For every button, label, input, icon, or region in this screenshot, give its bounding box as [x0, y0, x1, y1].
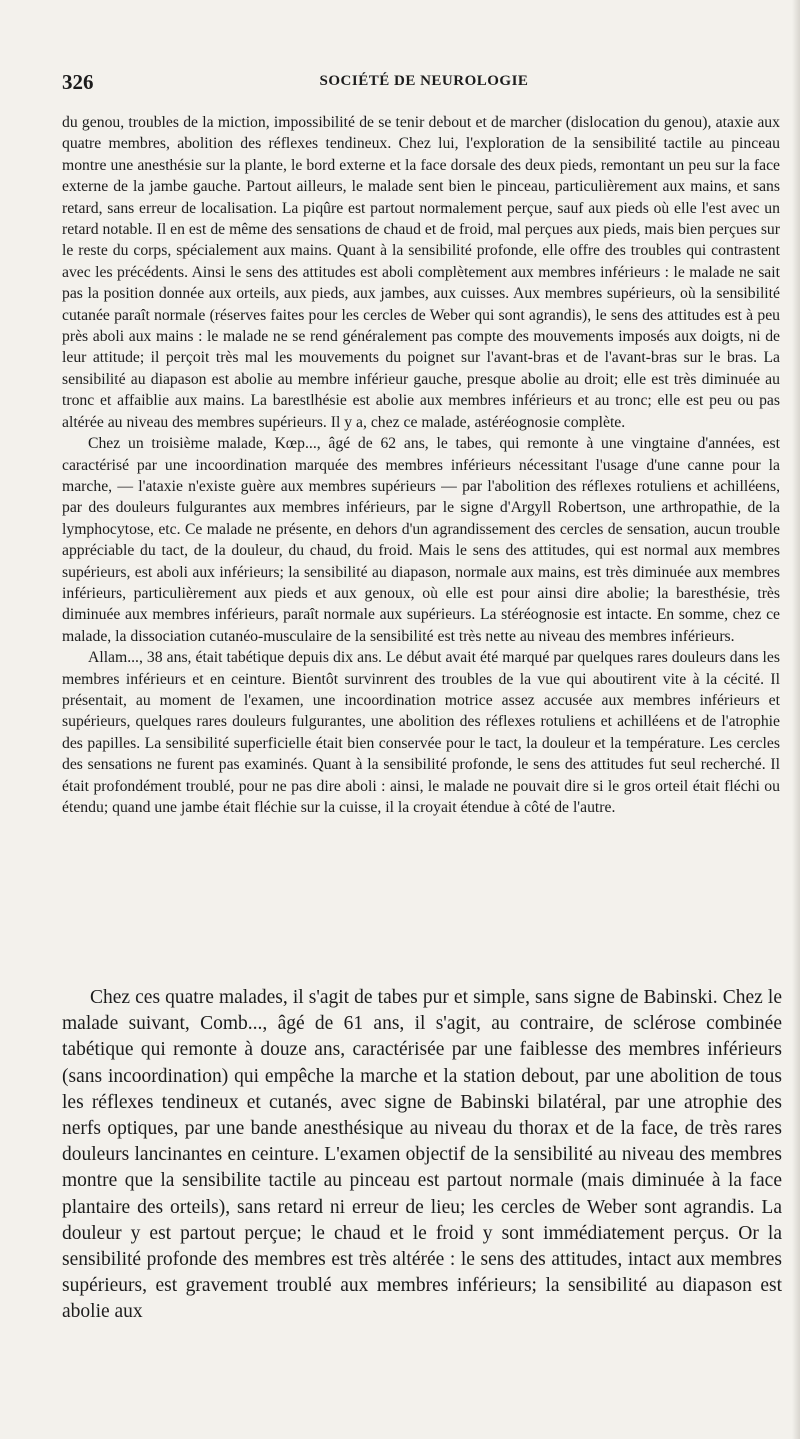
page-edge-shadow	[792, 0, 800, 1439]
case-reports-small-print	[62, 112, 780, 818]
page-number: 326	[62, 70, 94, 94]
discussion-body-text	[62, 985, 782, 1326]
running-title: SOCIÉTÉ DE NEUROLOGIE	[319, 73, 529, 89]
page-header	[62, 70, 786, 100]
paragraph-case-2-continued: du genou, troubles de la miction, impossibilité de se tenir debout et de marcher (dislocation du genou), ataxie aux quatre membres, abolition des réflexes tendineux. Chez lui, l'exploration de la sensibilité tactile au pinceau montre une anesthésie sur la plante, le bord externe et la face dorsale des deux pieds, remontant un peu sur la face externe de la jambe gauche. Partout ailleurs, le malade sent bien le pinceau, particulièrement aux mains, et sans retard, sans erreur de localisation. La piqûre est partout normalement perçue, sauf aux pieds où elle l'est avec un retard notable. Il en est de même des sensations de chaud et de froid, mal perçues aux pieds, mais bien perçues sur le reste du corps, spécialement aux mains. Quant à la sensibilité profonde, elle offre des troubles qui contrastent avec les précédents. Ainsi le sens des attitudes est aboli complètement aux membres inférieurs : le malade ne sait pas la position donnée aux orteils, aux pieds, aux jambes, aux cuisses. Aux membres supérieurs, où la sensibilité cutanée paraît normale (réserves faites pour les cercles de Weber qui sont agrandis), le sens des attitudes est à peu près aboli aux mains : le malade ne se rend généralement pas compte des mouvements imposés aux doigts, ni de leur attitude; il perçoit très mal les mouvements du poignet sur l'avant-bras et de l'avant-bras sur le bras. La sensibilité au diapason est abolie au membre inférieur gauche, presque abolie au droit; elle est très diminuée au tronc et affaiblie aux mains. La barestlhésie est abolie aux membres inférieurs et au tronc; elle est peu ou pas altérée au niveau des membres supérieurs. Il y a, chez ce malade, astéréognosie complète.	[62, 114, 780, 431]
paragraph-case-koep: Chez un troisième malade, Kœp..., âgé de 62 ans, le tabes, qui remonte à une vingtaine d'années, est caractérisé par une incoordination marquée des membres inférieurs nécessitant l'usage d'une canne pour la marche, — l'ataxie n'existe guère aux membres supérieurs — par l'abolition des réflexes rotuliens et achilléens, par des douleurs fulgurantes aux membres inférieurs, par le signe d'Argyll Robertson, une arthropathie, de la lymphocytose, etc. Ce malade ne présente, en dehors d'un agrandissement des cercles de sensation, aucun trouble appréciable du tact, de la douleur, du chaud, du froid. Mais le sens des attitudes, qui est normal aux membres supérieurs, est aboli aux inférieurs; la sensibilité au diapason, normale aux mains, est très diminuée aux membres inférieurs, particulièrement aux pieds et aux genoux, où elle est pour ainsi dire abolie; la baresthésie, très diminuée aux membres inférieurs, paraît normale aux supérieurs. La stéréognosie est intacte. En somme, chez ce malade, la dissociation cutanéo-musculaire de la sensibilité est très nette au niveau des membres inférieurs.	[62, 435, 780, 645]
paragraph-case-allam: Allam..., 38 ans, était tabétique depuis dix ans. Le début avait été marqué par quelques rares douleurs dans les membres inférieurs et en ceinture. Bientôt survinrent des troubles de la vue qui aboutirent vite à la cécité. Il présentait, au moment de l'examen, une incoordination motrice assez accusée aux membres inférieurs et supérieurs, quelques rares douleurs fulgurantes, une abolition des réflexes rotuliens et achilléens et de l'atrophie des papilles. La sensibilité superficielle était bien conservée pour le tact, la douleur et la température. Les cercles des sensations ne furent pas examinés. Quant à la sensibilité profonde, le sens des attitudes fut seul recherché. Il était profondément troublé, pour ne pas dire aboli : ainsi, le malade ne pouvait dire si le gros orteil était fléchi ou étendu; quand une jambe était fléchie sur la cuisse, il la croyait étendue à côté de l'autre.	[62, 649, 780, 816]
paragraph-discussion: Chez ces quatre malades, il s'agit de tabes pur et simple, sans signe de Babinski. Chez le malade suivant, Comb..., âgé de 61 ans, il s'agit, au contraire, de sclérose combinée tabétique qui remonte à douze ans, caractérisée par une faiblesse des membres inférieurs (sans incoordination) qui empêche la marche et la station debout, par une abolition de tous les réflexes tendineux et cutanés, avec signe de Babinski bilatéral, par une atrophie des nerfs optiques, par une bande anesthésique au niveau du thorax et de la face, de très rares douleurs lancinantes en ceinture. L'examen objectif de la sensibilité au niveau des membres montre que la sensibilite tactile au pinceau est partout normale (mais diminuée à la face plantaire des orteils), sans retard ni erreur de lieu; les cercles de Weber sont agrandis. La douleur y est partout perçue; le chaud et le froid y sont immédiatement perçus. Or la sensibilité profonde des membres est très altérée : le sens des attitudes, intact aux membres supérieurs, est gravement troublé aux membres inférieurs; la sensibilité au diapason est abolie aux	[62, 987, 782, 1323]
